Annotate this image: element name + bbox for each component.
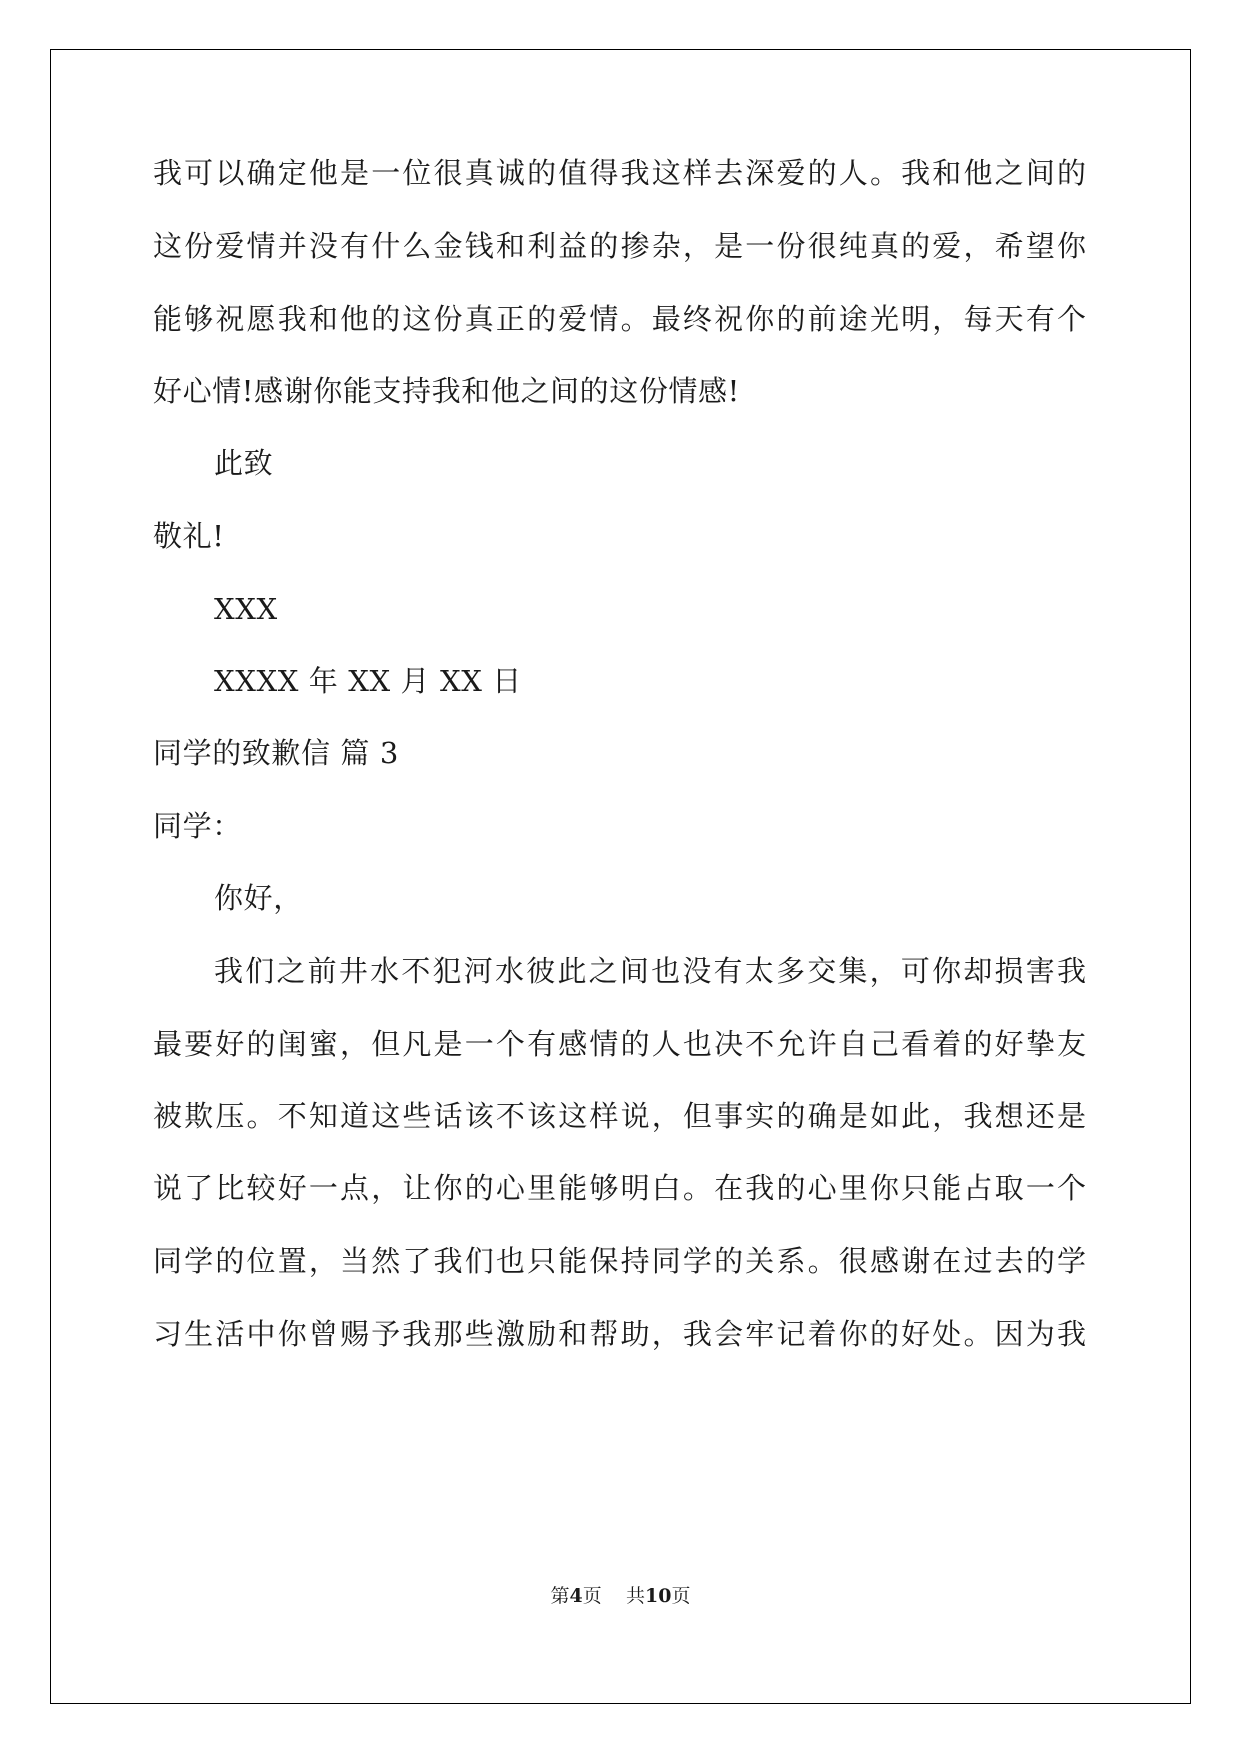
paragraph-line: 这份爱情并没有什么金钱和利益的掺杂，是一份很纯真的爱，希望你 — [153, 229, 1086, 263]
signature-date: XXXX 年 XX 月 XX 日 — [214, 664, 522, 698]
paragraph-line: 好心情!感谢你能支持我和他之间的这份情感! — [153, 374, 740, 408]
paragraph-line: 被欺压。不知道这些话该不该这样说，但事实的确是如此，我想还是 — [153, 1099, 1086, 1133]
page-prefix: 第 — [550, 1585, 570, 1607]
paragraph-line: 说了比较好一点，让你的心里能够明白。在我的心里你只能占取一个 — [153, 1171, 1086, 1205]
signature-name: XXX — [214, 592, 278, 626]
total-suffix: 页 — [671, 1585, 691, 1607]
page-border — [50, 49, 1191, 1704]
total-pages: 10 — [644, 1585, 672, 1607]
closing-regards: 敬礼! — [153, 519, 225, 553]
section-title: 同学的致歉信 篇 3 — [153, 736, 399, 770]
page-footer — [0, 1583, 1241, 1609]
paragraph-line: 能够祝愿我和他的这份真正的爱情。最终祝你的前途光明，每天有个 — [153, 302, 1086, 336]
page-number: 4 — [569, 1585, 583, 1607]
closing-salutation: 此致 — [214, 446, 274, 480]
paragraph-line: 习生活中你曾赐予我那些激励和帮助，我会牢记着你的好处。因为我 — [153, 1317, 1086, 1351]
paragraph-line: 我可以确定他是一位很真诚的值得我这样去深爱的人。我和他之间的 — [153, 156, 1086, 190]
letter-greeting: 同学： — [153, 809, 242, 843]
paragraph-line: 我们之前井水不犯河水彼此之间也没有太多交集，可你却损害我 — [214, 954, 1086, 988]
letter-opening: 你好， — [214, 881, 303, 915]
page-suffix: 页 — [582, 1585, 602, 1607]
total-prefix: 共 — [625, 1585, 645, 1607]
paragraph-line: 最要好的闺蜜，但凡是一个有感情的人也决不允许自己看着的好挚友 — [153, 1027, 1086, 1061]
paragraph-line: 同学的位置，当然了我们也只能保持同学的关系。很感谢在过去的学 — [153, 1244, 1086, 1278]
